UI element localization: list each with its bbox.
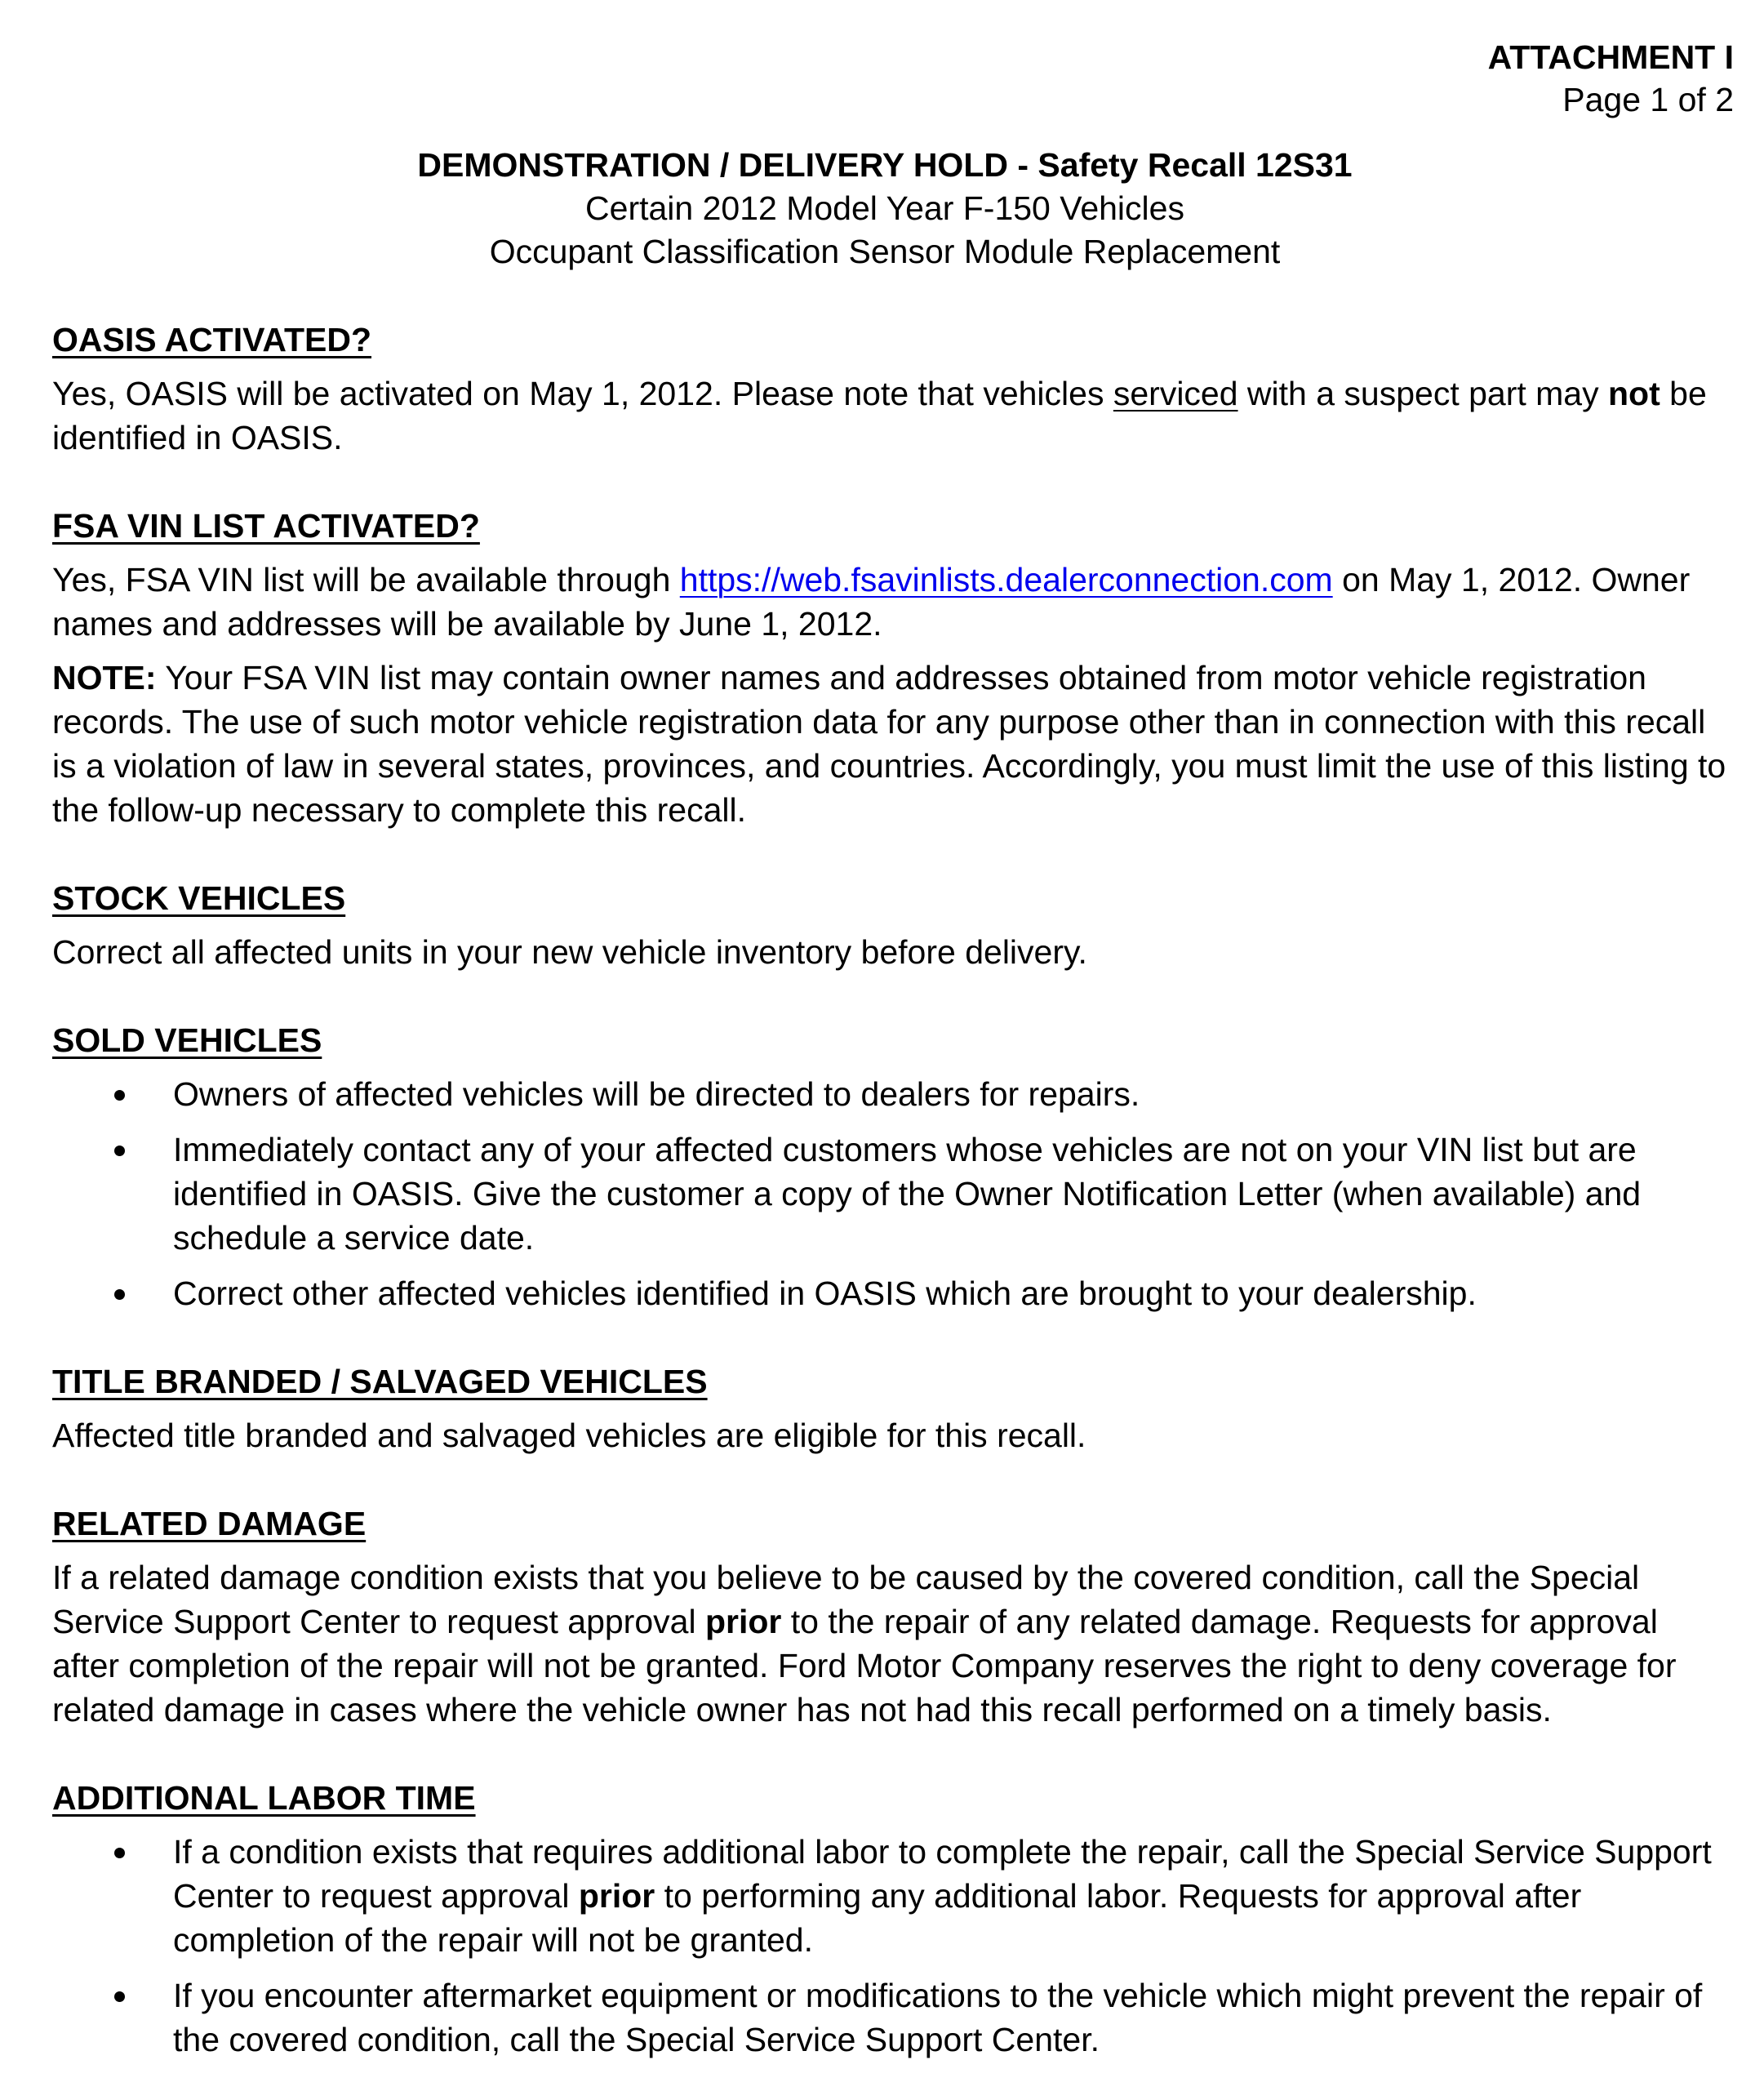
list-item: If you encounter aftermarket equipment or modifications to the vehicle which might prevent the repair of the covered condition, call the Special Service Support Center. [52,1973,1734,2062]
bullet-icon [114,1090,125,1101]
list-item: Correct other affected vehicles identified in OASIS which are brought to your dealership. [52,1271,1734,1315]
related-damage-paragraph: If a related damage condition exists that you believe to be caused by the covered condition, call the Special Service Support Center to request approval prior to the repair of any related damage. Requests for approval after completion of the repair will not be granted. Ford Motor Company reserves the right to deny coverage for related damage in cases where the vehicle owner has not had this recall performed on a timely basis. [52,1559,1677,1728]
section-title-title-branded: TITLE BRANDED / SALVAGED VEHICLES [52,1363,708,1400]
title-branded-paragraph: Affected title branded and salvaged vehicles are eligible for this recall. [52,1417,1086,1454]
list-item: Owners of affected vehicles will be directed to dealers for repairs. [52,1072,1734,1116]
bullet-icon [114,1289,125,1300]
document-title-block [52,144,1734,274]
attachment-header [52,36,1734,121]
document-title: DEMONSTRATION / DELIVERY HOLD - Safety Recall 12S31 [417,146,1353,184]
oasis-paragraph: Yes, OASIS will be activated on May 1, 2012. Please note that vehicles serviced with a suspect part may not be identified in OASIS. [52,375,1707,456]
page-number: Page 1 of 2 [1562,81,1734,118]
sold-list [52,1072,1734,1315]
section-title-additional-labor: ADDITIONAL LABOR TIME [52,1779,476,1817]
fsa-vin-list-link[interactable]: https://web.fsavinlists.dealerconnection.com [679,561,1333,598]
section-title-sold: SOLD VEHICLES [52,1021,322,1059]
fsa-paragraph: Yes, FSA VIN list will be available through https://web.fsavinlists.dealerconnection.com on May 1, 2012. Owner names and addresses will be available by June 1, 2012. [52,561,1691,643]
section-title-oasis: OASIS ACTIVATED? [52,321,372,358]
bullet-icon [114,1848,125,1858]
document-page [52,36,1734,2073]
bullet-icon [114,1991,125,2002]
labor-list [52,1830,1734,2062]
section-title-related-damage: RELATED DAMAGE [52,1505,367,1542]
document-subtitle: Certain 2012 Model Year F-150 Vehicles [585,189,1184,227]
document-subtitle-2: Occupant Classification Sensor Module Replacement [489,233,1281,270]
attachment-label: ATTACHMENT I [1487,38,1734,76]
section-title-stock: STOCK VEHICLES [52,879,346,917]
fsa-note: NOTE: Your FSA VIN list may contain owner names and addresses obtained from motor vehicle registration records. The use of such motor vehicle registration data for any purpose other than in connection with this recall is a violation of law in several states, provinces, and countries. Accordingly, you must limit the use of this listing to the follow-up necessary to complete this recall. [52,659,1726,829]
list-item: Immediately contact any of your affected customers whose vehicles are not on your VIN list but are identified in OASIS. Give the customer a copy of the Owner Notification Letter (when available) and schedule a service date. [52,1128,1734,1260]
stock-paragraph: Correct all affected units in your new vehicle inventory before delivery. [52,933,1087,971]
bullet-icon [114,1146,125,1156]
list-item: If a condition exists that requires additional labor to complete the repair, call the Special Service Support Center to request approval prior to performing any additional labor. Requests for approval after completion of the repair will not be granted. [52,1830,1734,1962]
section-title-fsa: FSA VIN LIST ACTIVATED? [52,507,480,545]
